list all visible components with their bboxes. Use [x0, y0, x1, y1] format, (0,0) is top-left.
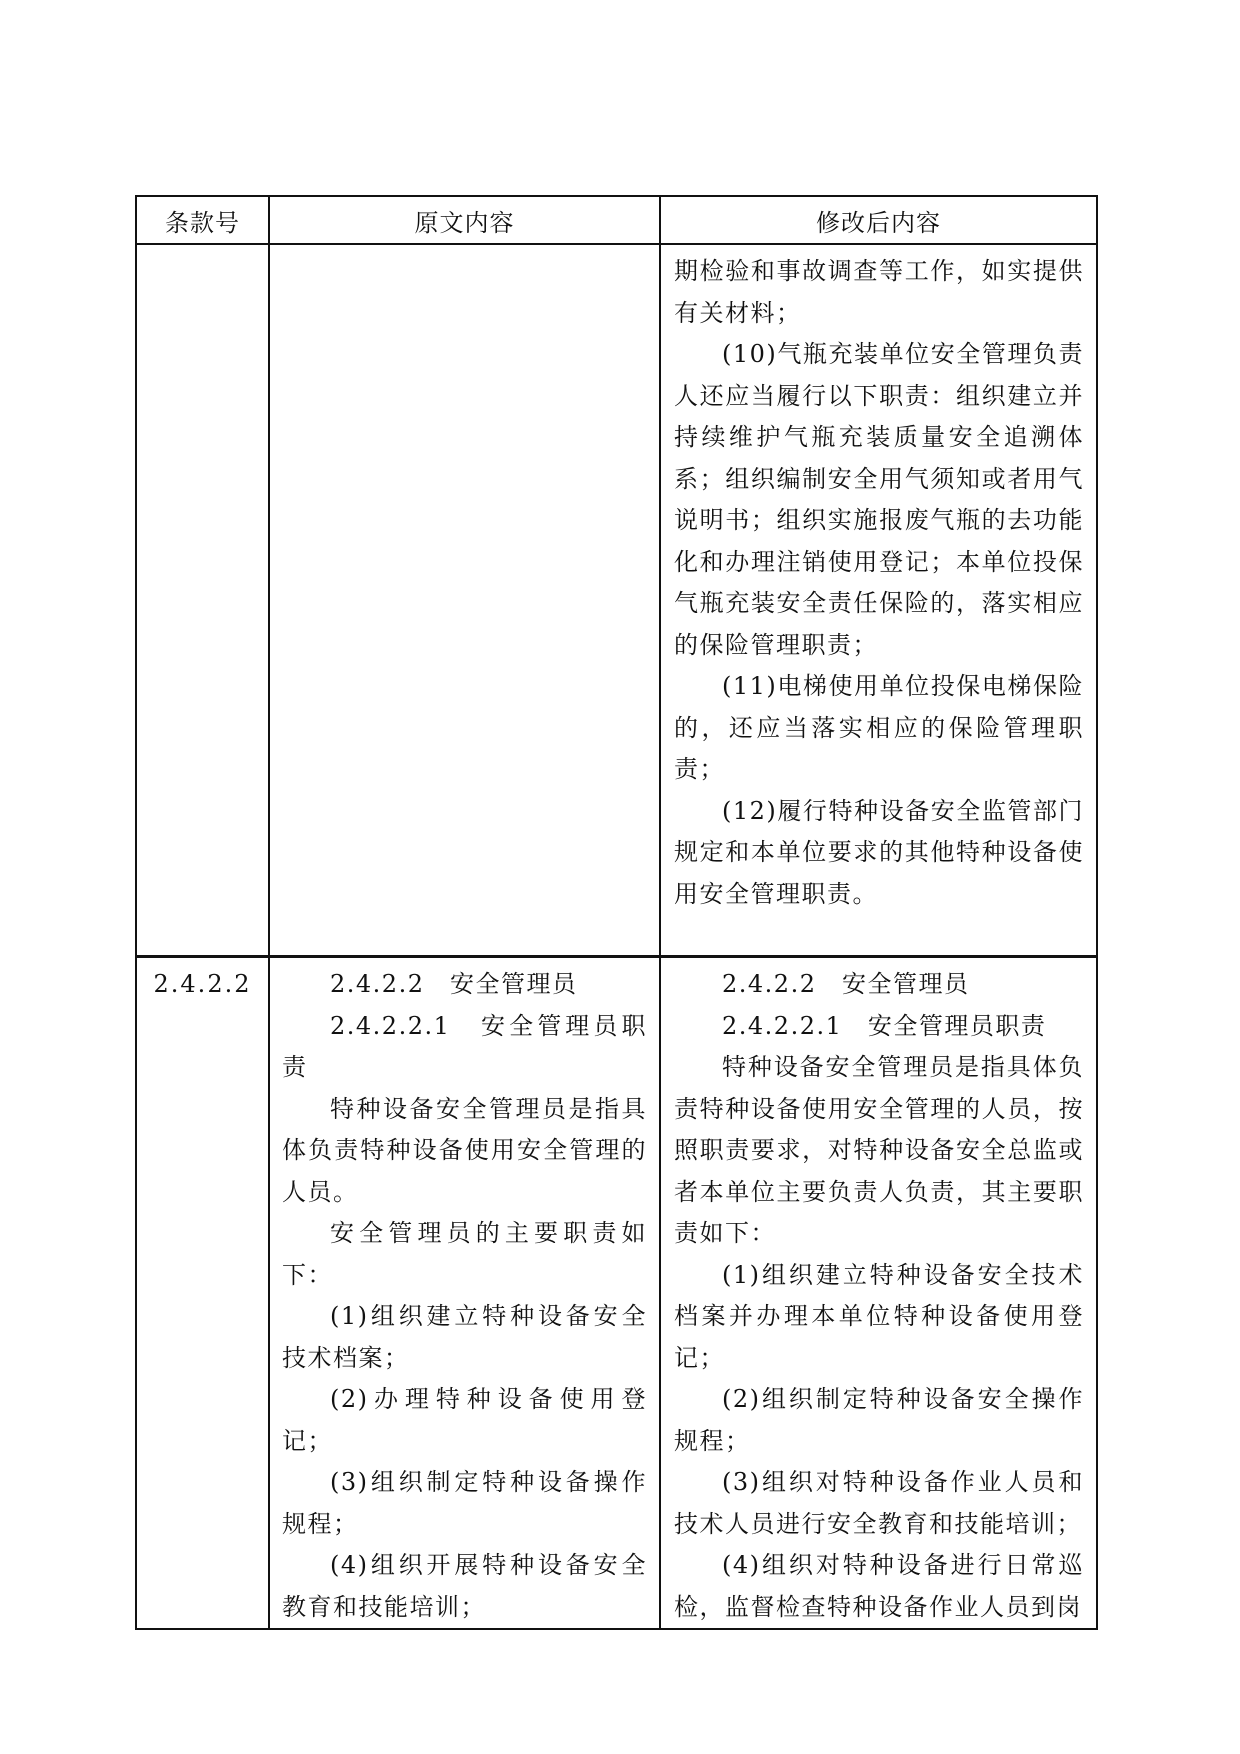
header-original-content: 原文内容	[269, 196, 660, 244]
original-paragraph: 安全管理员的主要职责如下：	[282, 1219, 647, 1289]
original-paragraph: (3)组织制定特种设备操作规程；	[282, 1468, 647, 1538]
table-header-row	[136, 196, 1097, 244]
comparison-table	[135, 195, 1098, 1630]
revised-content	[661, 245, 1096, 915]
revised-paragraph: (12)履行特种设备安全监管部门规定和本单位要求的其他特种设备使用安全管理职责。	[674, 796, 1084, 908]
table-row	[136, 244, 1097, 957]
clause-cell	[136, 244, 269, 957]
original-paragraph: (2)办理特种设备使用登记；	[282, 1385, 647, 1455]
original-content-cell	[269, 244, 660, 957]
revised-paragraph: (3)组织对特种设备作业人员和技术人员进行安全教育和技能培训；	[674, 1468, 1084, 1538]
revised-paragraph: 2.4.2.2 安全管理员	[722, 970, 970, 998]
original-content	[270, 245, 659, 251]
table-row	[136, 957, 1097, 1630]
revised-content	[661, 958, 1096, 1628]
original-paragraph: 特种设备安全管理员是指具体负责特种设备使用安全管理的人员。	[282, 1094, 647, 1206]
revised-paragraph: (1)组织建立特种设备安全技术档案并办理本单位特种设备使用登记；	[674, 1260, 1084, 1372]
original-paragraph: 2.4.2.2 安全管理员	[330, 970, 578, 998]
original-content	[270, 958, 659, 1628]
revised-paragraph: 2.4.2.2.1 安全管理员职责	[722, 1011, 1047, 1040]
revised-content-cell	[660, 957, 1097, 1630]
header-revised-content: 修改后内容	[660, 196, 1097, 244]
header-clause-number: 条款号	[136, 196, 269, 244]
revised-content-cell	[660, 244, 1097, 957]
revised-paragraph: (2)组织制定特种设备安全操作规程；	[674, 1385, 1084, 1455]
original-content-cell	[269, 957, 660, 1630]
revised-paragraph: (10)气瓶充装单位安全管理负责人还应当履行以下职责：组织建立并持续维护气瓶充装质量安全追溯体系；组织编制安全用气须知或者用气说明书；组织实施报废气瓶的去功能化和办理注销使用登记；本单位投保气瓶充装安全责任保险的，落实相应的保险管理职责；	[674, 340, 1084, 659]
original-paragraph: (1)组织建立特种设备安全技术档案；	[282, 1302, 647, 1372]
revised-paragraph: 期检验和事故调查等工作，如实提供有关材料；	[674, 257, 1084, 327]
clause-cell	[136, 957, 269, 1630]
clause-number: 2.4.2.2	[153, 970, 252, 998]
revised-paragraph: (11)电梯使用单位投保电梯保险的，还应当落实相应的保险管理职责；	[674, 672, 1084, 783]
clause-number	[137, 245, 268, 251]
revised-paragraph: (4)组织对特种设备进行日常巡检，监督检查特种设备作业人员到岗	[674, 1551, 1084, 1621]
original-paragraph: 2.4.2.2.1 安全管理员职责	[282, 1011, 647, 1081]
original-paragraph: (4)组织开展特种设备安全教育和技能培训；	[282, 1551, 647, 1621]
revised-paragraph: 特种设备安全管理员是指具体负责特种设备使用安全管理的人员，按照职责要求，对特种设备安全总监或者本单位主要负责人负责，其主要职责如下：	[674, 1053, 1084, 1247]
